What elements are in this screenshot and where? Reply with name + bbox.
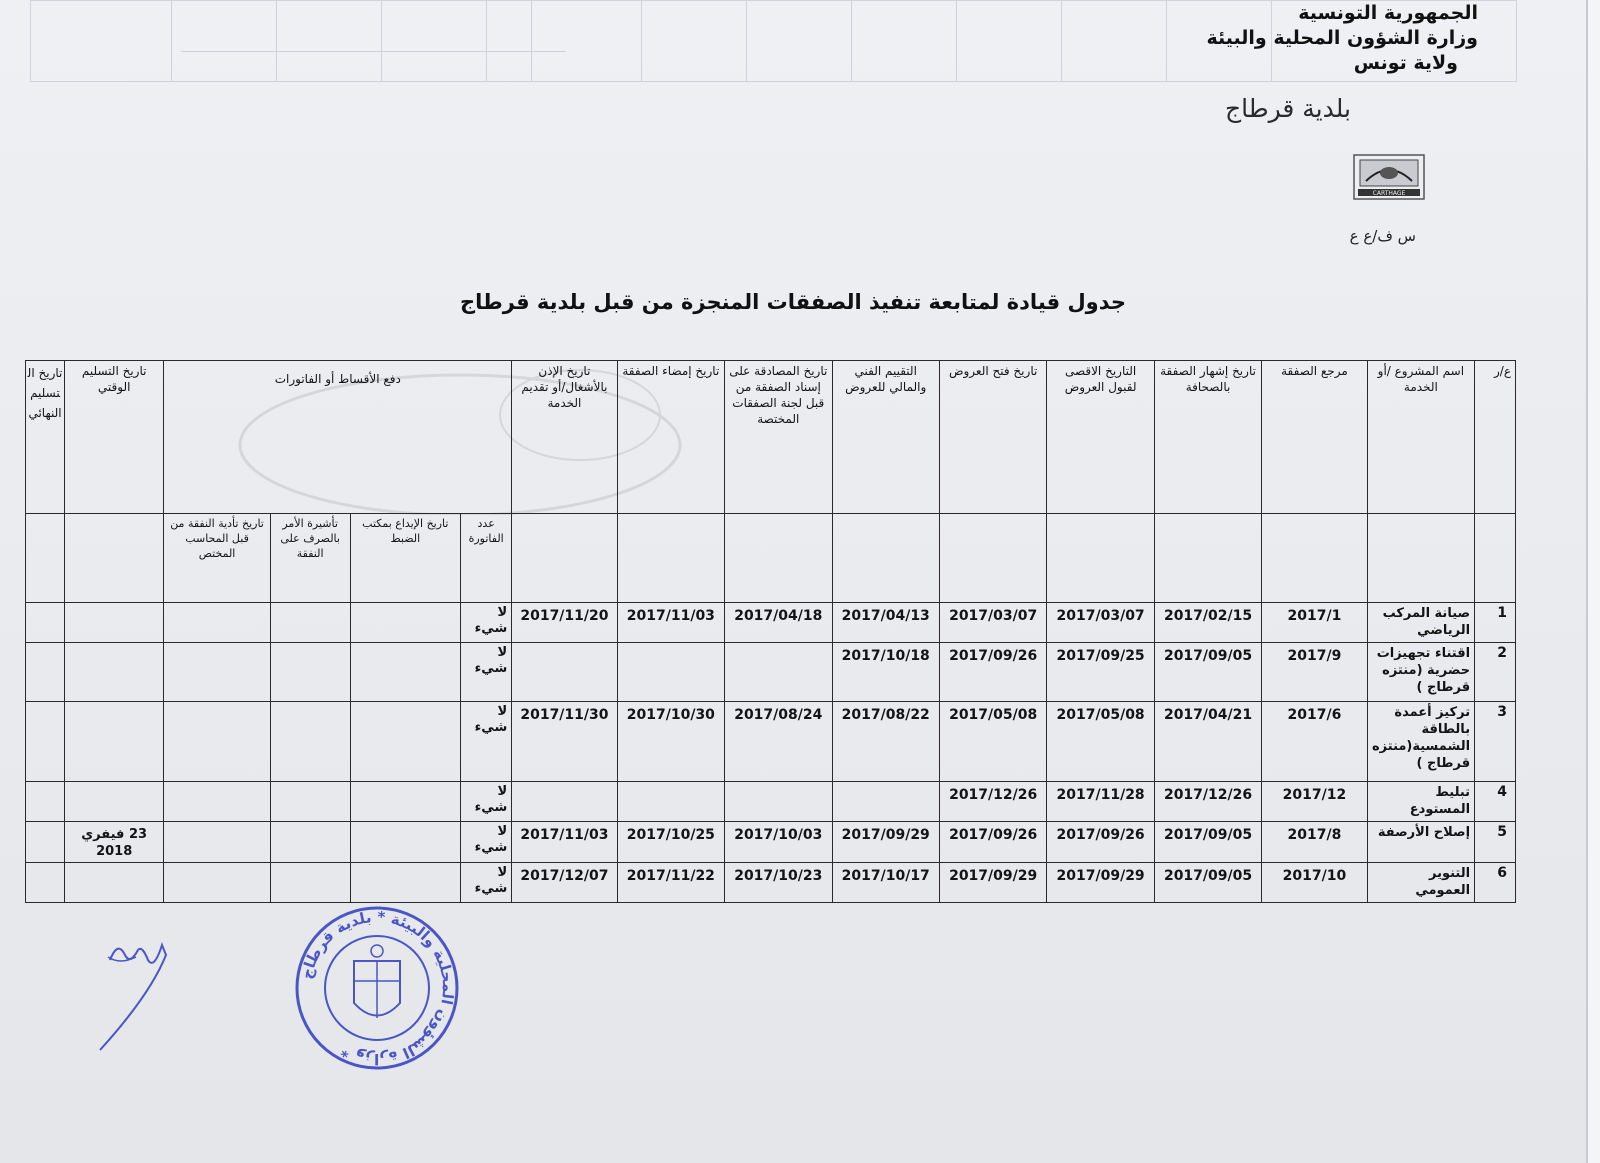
table-row: 2 اقتناء تجهيزات حضرية (منتزه قرطاج ) 2017/9 2017/09/05 2017/09/25 2017/09/26 2017/10/18 لا شيء (26, 643, 1516, 702)
table-header-row (26, 361, 1516, 514)
table-subheader-row (26, 514, 1516, 603)
carthage-logo-icon (1352, 153, 1426, 201)
table-row: 6 التنوير العمومي 2017/10 2017/09/05 2017/09/29 2017/09/29 2017/10/17 2017/10/23 2017/11/22 2017/12/07 لا شيء (26, 863, 1516, 903)
municipality-name: بلدية قرطاج (1224, 94, 1351, 123)
col-reference-header: مرجع الصفقة (1262, 361, 1367, 514)
col-project-header: اسم المشروع /أو الخدمة (1367, 361, 1474, 514)
table-row: 5 إصلاح الأرصفة 2017/8 2017/09/05 2017/09/26 2017/09/26 2017/09/29 2017/10/03 2017/10/25 2017/11/03 لا شيء 23 فيفري 2018 (26, 822, 1516, 863)
svg-text:CARTHAGE: CARTHAGE (1372, 190, 1406, 197)
col-provisional-header: تاريخ التسليم الوقتي (65, 361, 164, 514)
ministry-heading: وزارة الشؤون المحلية والبيئة (1206, 27, 1478, 49)
col-deposit-date-header: تاريخ الإيداع بمكتب الضبط (350, 514, 461, 603)
col-final-header: تاريخ التسليم النهائي (26, 361, 65, 514)
col-signing-header: تاريخ إمضاء الصفقة (617, 361, 724, 514)
republic-heading: الجمهورية التونسية (1298, 2, 1478, 24)
col-num-header: ع/ر (1475, 361, 1516, 514)
page-title: جدول قيادة لمتابعة تنفيذ الصفقات المنجزة من قبل بلدية قرطاج (459, 290, 1126, 314)
col-approval-header: تاريخ المصادقة على إسناد الصفقة من قبل لجنة الصفقات المختصة (725, 361, 832, 514)
table-row: 3 تركيز أعمدة بالطاقة الشمسية(منتزه قرطاج ) 2017/6 2017/04/21 2017/05/08 2017/05/08 2017/08/22 2017/08/24 2017/10/30 2017/11/30 لا شيء (26, 702, 1516, 782)
governorate-heading: ولاية تونس (1353, 52, 1458, 74)
svg-text:وزارة الشؤون المحلية والبيئة *: وزارة الشؤون المحلية والبيئة * بلدية قرطاج * (297, 907, 458, 1069)
col-deadline-header: التاريخ الاقصى لقبول العروض (1047, 361, 1154, 514)
table-row: 1 صيانة المركب الرياضي 2017/1 2017/02/15 2017/03/07 2017/03/07 2017/04/13 2017/04/18 2017/11/03 2017/11/20 لا شيء (26, 603, 1516, 643)
col-order-header: تاريخ الإذن بالأشغال/أو تقديم الخدمة (512, 361, 617, 514)
table-row: 4 تبليط المستودع 2017/12 2017/12/26 2017/11/28 2017/12/26 لا شيء (26, 782, 1516, 822)
col-publication-header: تاريخ إشهار الصفقة بالصحافة (1154, 361, 1261, 514)
col-invoice-count-header: عدد الفاتورة (461, 514, 512, 603)
col-payments-header: دفع الأقساط أو الفاتورات (164, 361, 512, 514)
col-order-visa-header: تأشيرة الأمر بالصرف على النفقة (270, 514, 350, 603)
paper-edge (1588, 0, 1600, 1163)
col-evaluation-header: التقييم الفني والمالي للعروض (832, 361, 939, 514)
document-reference: س ف/ع ع (1349, 227, 1416, 245)
official-stamp-icon (292, 903, 462, 1073)
signature-icon (90, 935, 190, 1055)
col-payment-date-header: تاريخ تأدية النفقة من قبل المحاسب المختص (164, 514, 270, 603)
contracts-table (25, 360, 1516, 903)
col-opening-header: تاريخ فتح العروض (939, 361, 1046, 514)
